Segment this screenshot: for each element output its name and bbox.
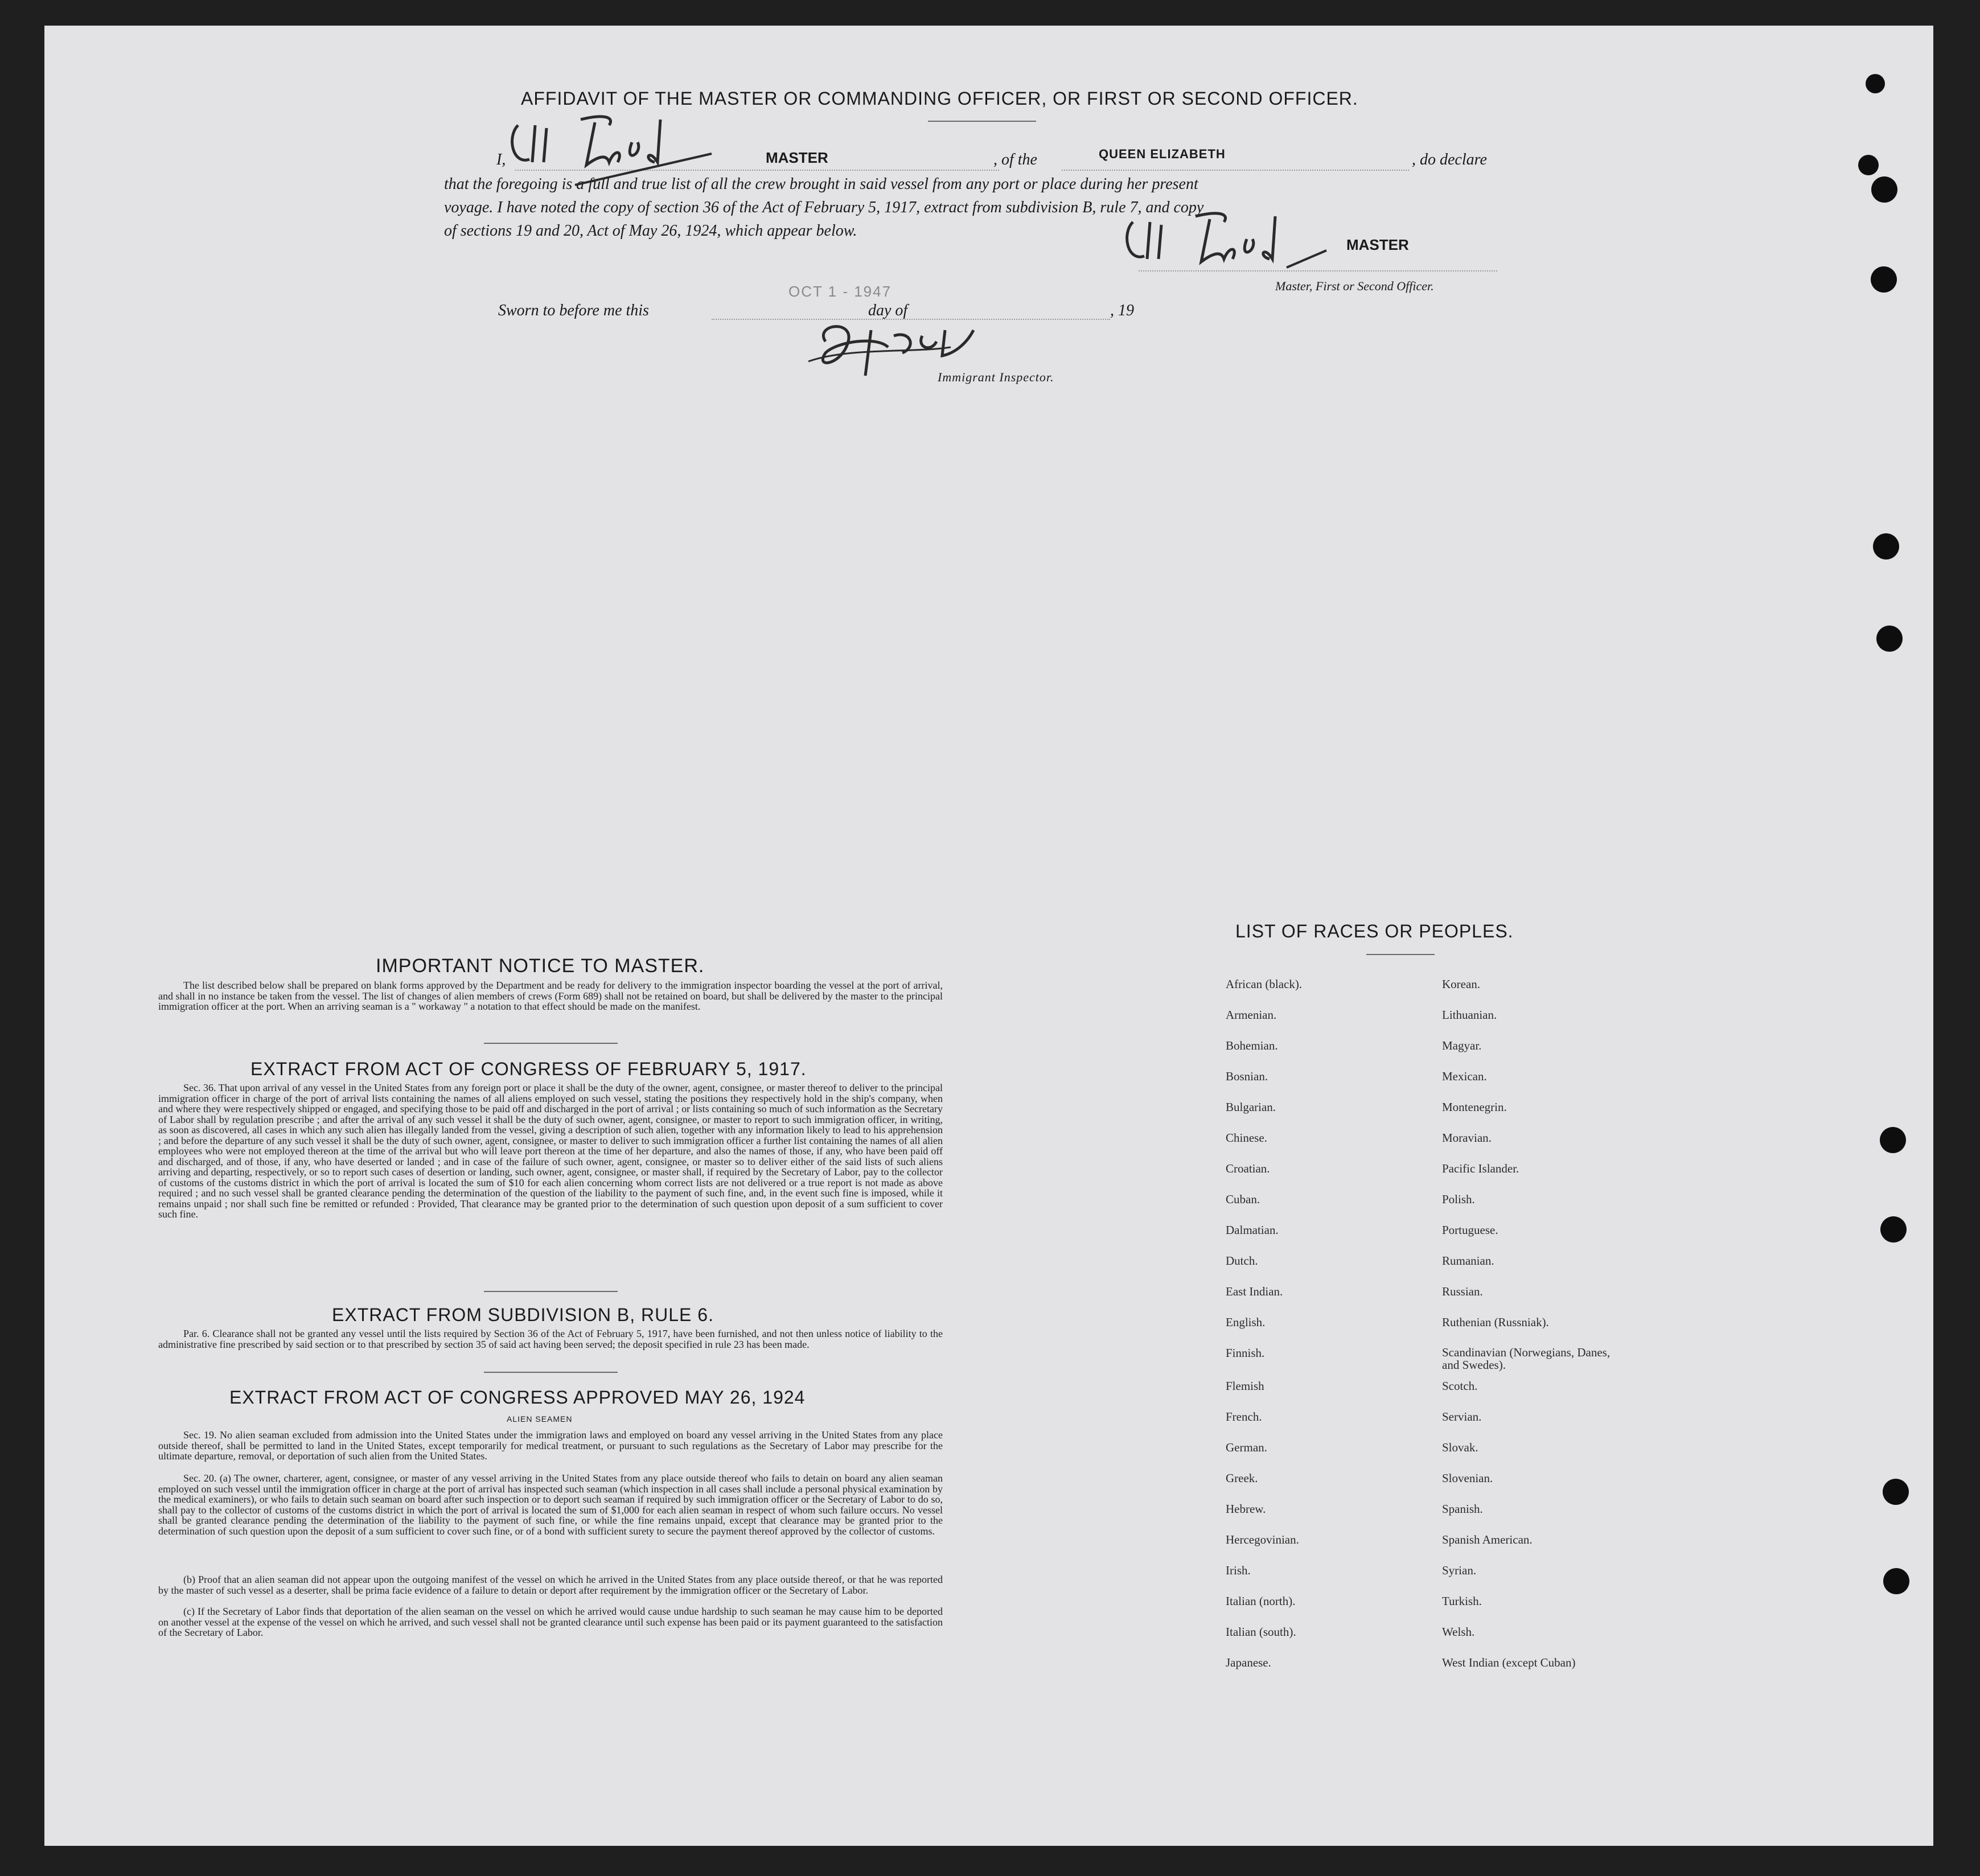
race-right-item: Slovak. — [1442, 1441, 1478, 1454]
notice-title: IMPORTANT NOTICE TO MASTER. — [376, 955, 705, 977]
race-left-item: Hebrew. — [1226, 1502, 1266, 1516]
extract-1924-title: EXTRACT FROM ACT OF CONGRESS APPROVED MAY 26, 1924 — [229, 1387, 806, 1408]
race-right-item: West Indian (except Cuban) — [1442, 1656, 1576, 1669]
race-left-item: Hercegovinian. — [1226, 1533, 1299, 1546]
race-right-item: Slovenian. — [1442, 1471, 1493, 1485]
race-left-item: Armenian. — [1226, 1008, 1277, 1022]
inspector-caption: Immigrant Inspector. — [938, 370, 1054, 384]
punch-hole — [1858, 155, 1879, 175]
extract-1924-sec19: Sec. 19. No alien seaman excluded from admission into the United States under the immigration laws and employed on board any vessel arriving in the United States from any place outside thereof, shall be permitted to land in the United States, except temporarily for medical treatment, or pursuant to such regulations as the Secretary of Labor may prescribe for the ultimate departure, removal, or deportation of such alien from the United States. — [158, 1429, 943, 1462]
race-right-item: Magyar. — [1442, 1039, 1482, 1052]
punch-hole — [1873, 533, 1899, 559]
race-left-item: Croatian. — [1226, 1162, 1270, 1175]
extract-1917-body: Sec. 36. That upon arrival of any vessel in the United States from any foreign port or place it shall be the duty of the owner, agent, consignee, or master thereof to deliver to the principal immigration officer in charge of the port of arrival lists containing the names of all aliens employed on such vessel, stating the positions they respectively hold in the ship's company, when and where they were respectively shipped or engaged, and specifying those to be paid off and discharged in the port of arrival ; or lists containing so much of such information as the Secretary of Labor shall by regulation prescribe ; and after the arrival of any such vessel it shall be the duty of such owner, agent, consignee, or master to report to such immigration officer, in writing, as soon as discovered, all cases in which any such alien has illegally landed from the vessel, giving a description of such alien, together with any information likely to lead to his apprehension ; and before the departure of any such vessel it shall be the duty of such owner, agent, consignee, or master to deliver to such immigration officer a further list containing the names of all alien employees who were not employed thereon at the time of the arrival but who will leave port thereon at the time of her departure, and also the names of those, if any, who have been paid off and discharged, and of those, if any, who have deserted or landed ; and in case of the failure of such owner, agent, consignee, or master so to deliver either of the said lists of such aliens arriving and departing, respectively, or so to report such cases of desertion or landing, such owner, agent, consignee, or master shall, if required by the Secretary of Labor, pay to the collector of customs of the customs district in which the port of arrival is located the sum of $10 for each alien concerning whom correct lists are not delivered or a true report is not made as above required ; and no such vessel shall be granted clearance pending the determination of the question of the liability to the payment of such fine, and, in the event such fine is imposed, while it remains unpaid ; nor shall such fine be remitted or refunded : Provided, That clearance may be granted prior to the determination of such question upon deposit of a sum sufficient to cover such fine. — [158, 1082, 943, 1220]
race-left-item: Irish. — [1226, 1564, 1251, 1577]
punch-hole — [1880, 1216, 1907, 1243]
signer-caption: Master, First or Second Officer. — [1275, 279, 1434, 293]
race-right-item: Mexican. — [1442, 1069, 1487, 1083]
race-right-item: Ruthenian (Russniak). — [1442, 1315, 1549, 1329]
race-left-item: Cuban. — [1226, 1192, 1260, 1206]
race-right-item: Portuguese. — [1442, 1223, 1498, 1237]
race-left-item: Bulgarian. — [1226, 1100, 1276, 1114]
race-right-item: Russian. — [1442, 1285, 1483, 1298]
affidavit-of-the: , of the — [993, 151, 1037, 168]
race-left-item: French. — [1226, 1410, 1262, 1424]
punch-hole — [1883, 1568, 1909, 1594]
race-left-item: Dutch. — [1226, 1254, 1258, 1268]
race-right-item: Korean. — [1442, 977, 1481, 991]
race-left-item: German. — [1226, 1441, 1267, 1454]
punch-hole — [1871, 176, 1897, 203]
master-signature-2 — [1116, 199, 1344, 285]
race-left-item: Bohemian. — [1226, 1039, 1278, 1052]
race-right-item: Scotch. — [1442, 1379, 1478, 1393]
punch-hole — [1880, 1127, 1906, 1153]
punch-hole — [1876, 626, 1903, 652]
affidavit-do-declare: , do declare — [1412, 151, 1487, 168]
extract-1924-sec20c: (c) If the Secretary of Labor finds that deportation of the alien seaman on the vessel on which he arrived would cause undue hardship to such seaman he may cause him to be deported on another vessel at the expense of the vessel on which he arrived, and such vessel shall not be granted clearance until such expense has been paid or its payment guaranteed to the satisfaction of the Secretary of Labor. — [158, 1606, 943, 1638]
race-right-item: Servian. — [1442, 1410, 1482, 1424]
races-title-rule — [1366, 954, 1435, 955]
race-right-item: Scandinavian (Norwegians, Danes, and Swedes). — [1442, 1346, 1611, 1372]
race-left-item: Italian (south). — [1226, 1625, 1296, 1639]
rule6-body: Par. 6. Clearance shall not be granted any vessel until the lists required by Section 36 of the Act of February 5, 1917, have been furnished, and not then unless notice of liability to the administrative fine prescribed by said section or to that prescribed by section 35 of said act having been served; the deposit specified in rule 23 has been made. — [158, 1328, 943, 1350]
affidavit-line1-i: I, — [496, 151, 506, 168]
race-left-item: Chinese. — [1226, 1131, 1267, 1145]
signer-rank-stamp: MASTER — [1346, 236, 1409, 253]
race-left-item: African (black). — [1226, 977, 1303, 991]
extract-1924-subtitle: ALIEN SEAMEN — [507, 1414, 573, 1424]
race-right-item: Montenegrin. — [1442, 1100, 1507, 1114]
extract-1917-rule — [484, 1291, 618, 1292]
extract-1924-sec20a: Sec. 20. (a) The owner, charterer, agent, consignee, or master of any vessel arriving in the United States from any place outside thereof who fails to detain on board any alien seaman employed on such vessel until the immigration officer in charge at the port of arrival has inspected such seaman (which inspection in all cases shall include a personal physical examination by the medical examiners), or who fails to detain such seaman on board after such inspection or to deport such seaman if required by such immigration officer or the Secretary of Labor to do so, shall pay to the collector of customs of the customs district in which the port of arrival is located the sum of $1,000 for each alien seaman in respect of whom such failure occurs. No vessel shall be granted clearance pending the determination of the liability to the payment of such fine, or while the fine remains unpaid, except that clearance may be granted prior to the determination of such question upon the deposit of a sum sufficient to cover such fine, or of a bond with sufficient surety to secure the payment thereof approved by the collector of customs. — [158, 1472, 943, 1537]
document-page — [44, 26, 1933, 1846]
date-stamp: OCT 1 - 1947 — [788, 283, 892, 300]
affidavit-title: AFFIDAVIT OF THE MASTER OR COMMANDING OFFICER, OR FIRST OR SECOND OFFICER. — [521, 88, 1358, 109]
punch-hole — [1871, 266, 1897, 293]
race-left-item: Japanese. — [1226, 1656, 1271, 1669]
affidavit-line4: of sections 19 and 20, Act of May 26, 1924, which appear below. — [444, 222, 857, 240]
affidavit-line2: that the foregoing is a full and true list of all the crew brought in said vessel from any port or place during her present — [444, 175, 1198, 193]
notice-body: The list described below shall be prepared on blank forms approved by the Department and be ready for delivery to the immigration inspector boarding the vessel at the port of arrival, and shall in no instance be taken from the vessel. The list of changes of alien members of crews (Form 689) shall not be retained on board, but shall be delivered by the master to the principal immigration officer at the port. When an arriving seaman is a " workaway " a notation to that effect should be made on the manifest. — [158, 980, 943, 1012]
affidavit-line3: voyage. I have noted the copy of section 36 of the Act of February 5, 1917, extract from subdivision B, rule 7, and copy — [444, 199, 1204, 216]
vessel-name-blank — [1062, 170, 1409, 171]
race-left-item: Dalmatian. — [1226, 1223, 1279, 1237]
race-left-item: East Indian. — [1226, 1285, 1283, 1298]
sworn-day-of: day of — [868, 302, 908, 319]
race-left-item: Finnish. — [1226, 1346, 1265, 1360]
race-right-item: Welsh. — [1442, 1625, 1475, 1639]
punch-hole — [1866, 74, 1885, 93]
race-right-item: Rumanian. — [1442, 1254, 1494, 1268]
race-left-item: Greek. — [1226, 1471, 1258, 1485]
master-rank-stamp: MASTER — [766, 149, 828, 166]
race-left-item: English. — [1226, 1315, 1266, 1329]
race-right-item: Spanish American. — [1442, 1533, 1533, 1546]
extract-1917-title: EXTRACT FROM ACT OF CONGRESS OF FEBRUARY 5, 1917. — [250, 1059, 807, 1079]
races-title: LIST OF RACES OR PEOPLES. — [1235, 921, 1514, 941]
extract-1924-sec20b: (b) Proof that an alien seaman did not appear upon the outgoing manifest of the vessel on which he arrived in the United States from any place outside thereof, or that he was reported by the master of such vessel as a deserter, shall be prima facie evidence of a failure to detain or deport after requirement by the immigration officer or the Secretary of Labor. — [158, 1574, 943, 1596]
race-right-item: Pacific Islander. — [1442, 1162, 1519, 1175]
race-right-item: Moravian. — [1442, 1131, 1492, 1145]
notice-rule — [484, 1043, 618, 1044]
race-right-item: Turkish. — [1442, 1594, 1482, 1608]
race-right-item: Lithuanian. — [1442, 1008, 1497, 1022]
race-right-item: Syrian. — [1442, 1564, 1477, 1577]
rule6-rule — [484, 1372, 618, 1373]
race-left-item: Italian (north). — [1226, 1594, 1296, 1608]
race-left-item: Bosnian. — [1226, 1069, 1268, 1083]
race-right-item: Spanish. — [1442, 1502, 1483, 1516]
race-right-item: Polish. — [1442, 1192, 1475, 1206]
punch-hole — [1883, 1479, 1909, 1505]
race-left-item: Flemish — [1226, 1379, 1264, 1393]
signer-blank — [1139, 270, 1497, 271]
sworn-text: Sworn to before me this — [498, 302, 649, 319]
master-signature-1 — [501, 102, 729, 188]
sworn-year: , 19 — [1110, 302, 1134, 319]
vessel-name-stamp: QUEEN ELIZABETH — [1099, 147, 1226, 161]
affidavit-title-rule — [928, 121, 1036, 122]
rule6-title: EXTRACT FROM SUBDIVISION B, RULE 6. — [332, 1305, 714, 1325]
